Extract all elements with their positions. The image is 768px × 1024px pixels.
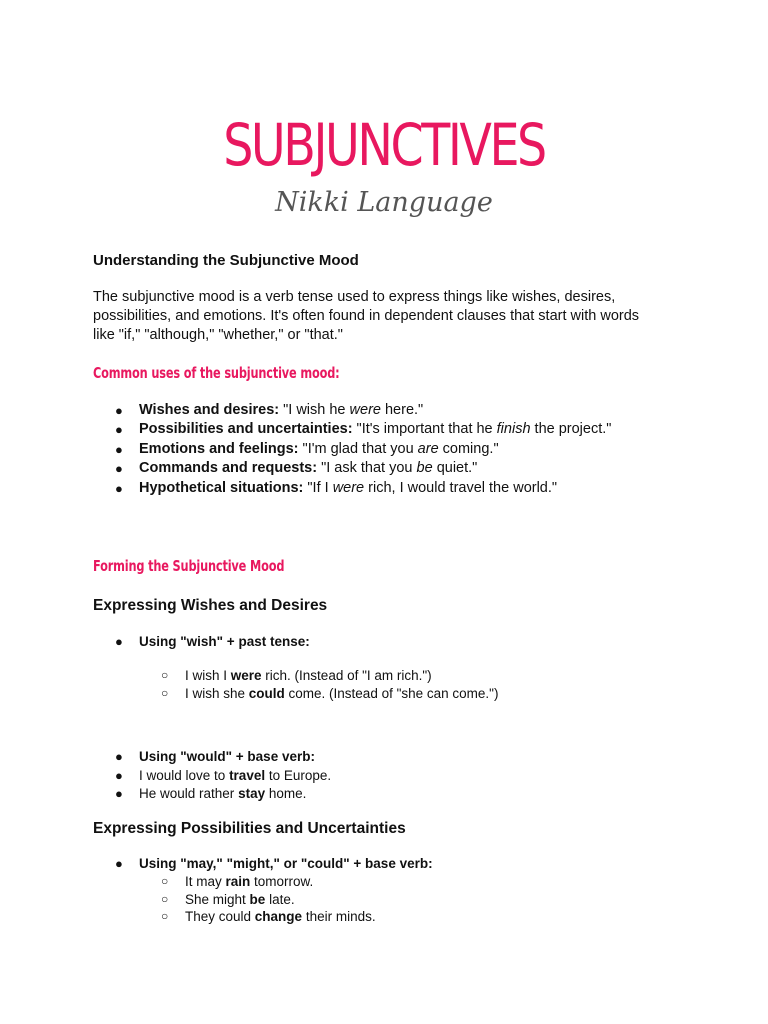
list-item: ● Emotions and feelings: "I'm glad that you are coming." [0, 440, 768, 459]
bullet-icon: ● [115, 441, 123, 457]
wishes-heading: Expressing Wishes and Desires [93, 597, 328, 614]
bullet-icon: ● [115, 480, 123, 496]
bullet-icon: ● [115, 786, 123, 801]
list-item: ○ They could change their minds. [161, 909, 376, 924]
list-item: ○ She might be late. [161, 891, 295, 907]
circle-bullet-icon: ○ [161, 874, 169, 888]
document-title: SUBJUNCTIVES [223, 111, 545, 179]
possibilities-group [0, 854, 768, 874]
common-uses-heading: Common uses of the subjunctive mood: [93, 364, 340, 382]
list-item: ● Using "wish" + past tense: [0, 632, 768, 652]
list-item: ● Possibilities and uncertainties: "It's important that he finish the project." [0, 420, 768, 439]
list-item: ○ I wish I were rich. (Instead of "I am rich.") [161, 668, 432, 683]
forming-heading: Forming the Subjunctive Mood [93, 557, 285, 575]
list-item: ○ It may rain tomorrow. [161, 874, 314, 889]
bullet-icon: ● [115, 403, 123, 418]
wishes-group1 [0, 632, 768, 652]
circle-bullet-icon: ○ [161, 909, 169, 923]
intro-paragraph [93, 288, 663, 345]
common-uses-list [0, 401, 768, 498]
possibilities-items [0, 873, 768, 926]
list-item: ● He would rather stay home. [0, 785, 768, 804]
list-item: ● Wishes and desires: "I wish he were here." [0, 401, 768, 420]
list-item: ● I would love to travel to Europe. [0, 767, 768, 786]
bullet-icon: ● [115, 634, 123, 649]
wishes-group1-items [0, 667, 768, 702]
list-item: ● Using "may," "might," or "could" + base verb: [0, 854, 768, 874]
bullet-icon: ● [115, 461, 123, 477]
circle-bullet-icon: ○ [161, 891, 169, 906]
document-subtitle: Nikki Language [275, 187, 493, 218]
possibilities-heading: Expressing Possibilities and Uncertainties [93, 820, 406, 837]
intro-heading: Understanding the Subjunctive Mood [93, 252, 359, 269]
list-item: ● Commands and requests: "I ask that you be quiet." [0, 459, 768, 478]
bullet-icon: ● [115, 767, 123, 783]
intro-paragraph-text: The subjunctive mood is a verb tense used to express things like wishes, desires, possibilities, and emotions. It's often found in dependent clauses that start with words like "if," "although," "whether," or "that." [93, 289, 640, 343]
bullet-icon: ● [115, 856, 123, 871]
list-item: ● Hypothetical situations: "If I were rich, I would travel the world." [0, 479, 768, 498]
wishes-group2 [0, 748, 768, 804]
circle-bullet-icon: ○ [161, 685, 169, 700]
bullet-icon: ● [115, 749, 123, 764]
bullet-icon: ● [115, 422, 123, 438]
list-item: ○ I wish she could come. (Instead of "she can come.") [161, 685, 499, 701]
list-item: ● Using "would" + base verb: [0, 748, 768, 767]
circle-bullet-icon: ○ [161, 668, 169, 682]
